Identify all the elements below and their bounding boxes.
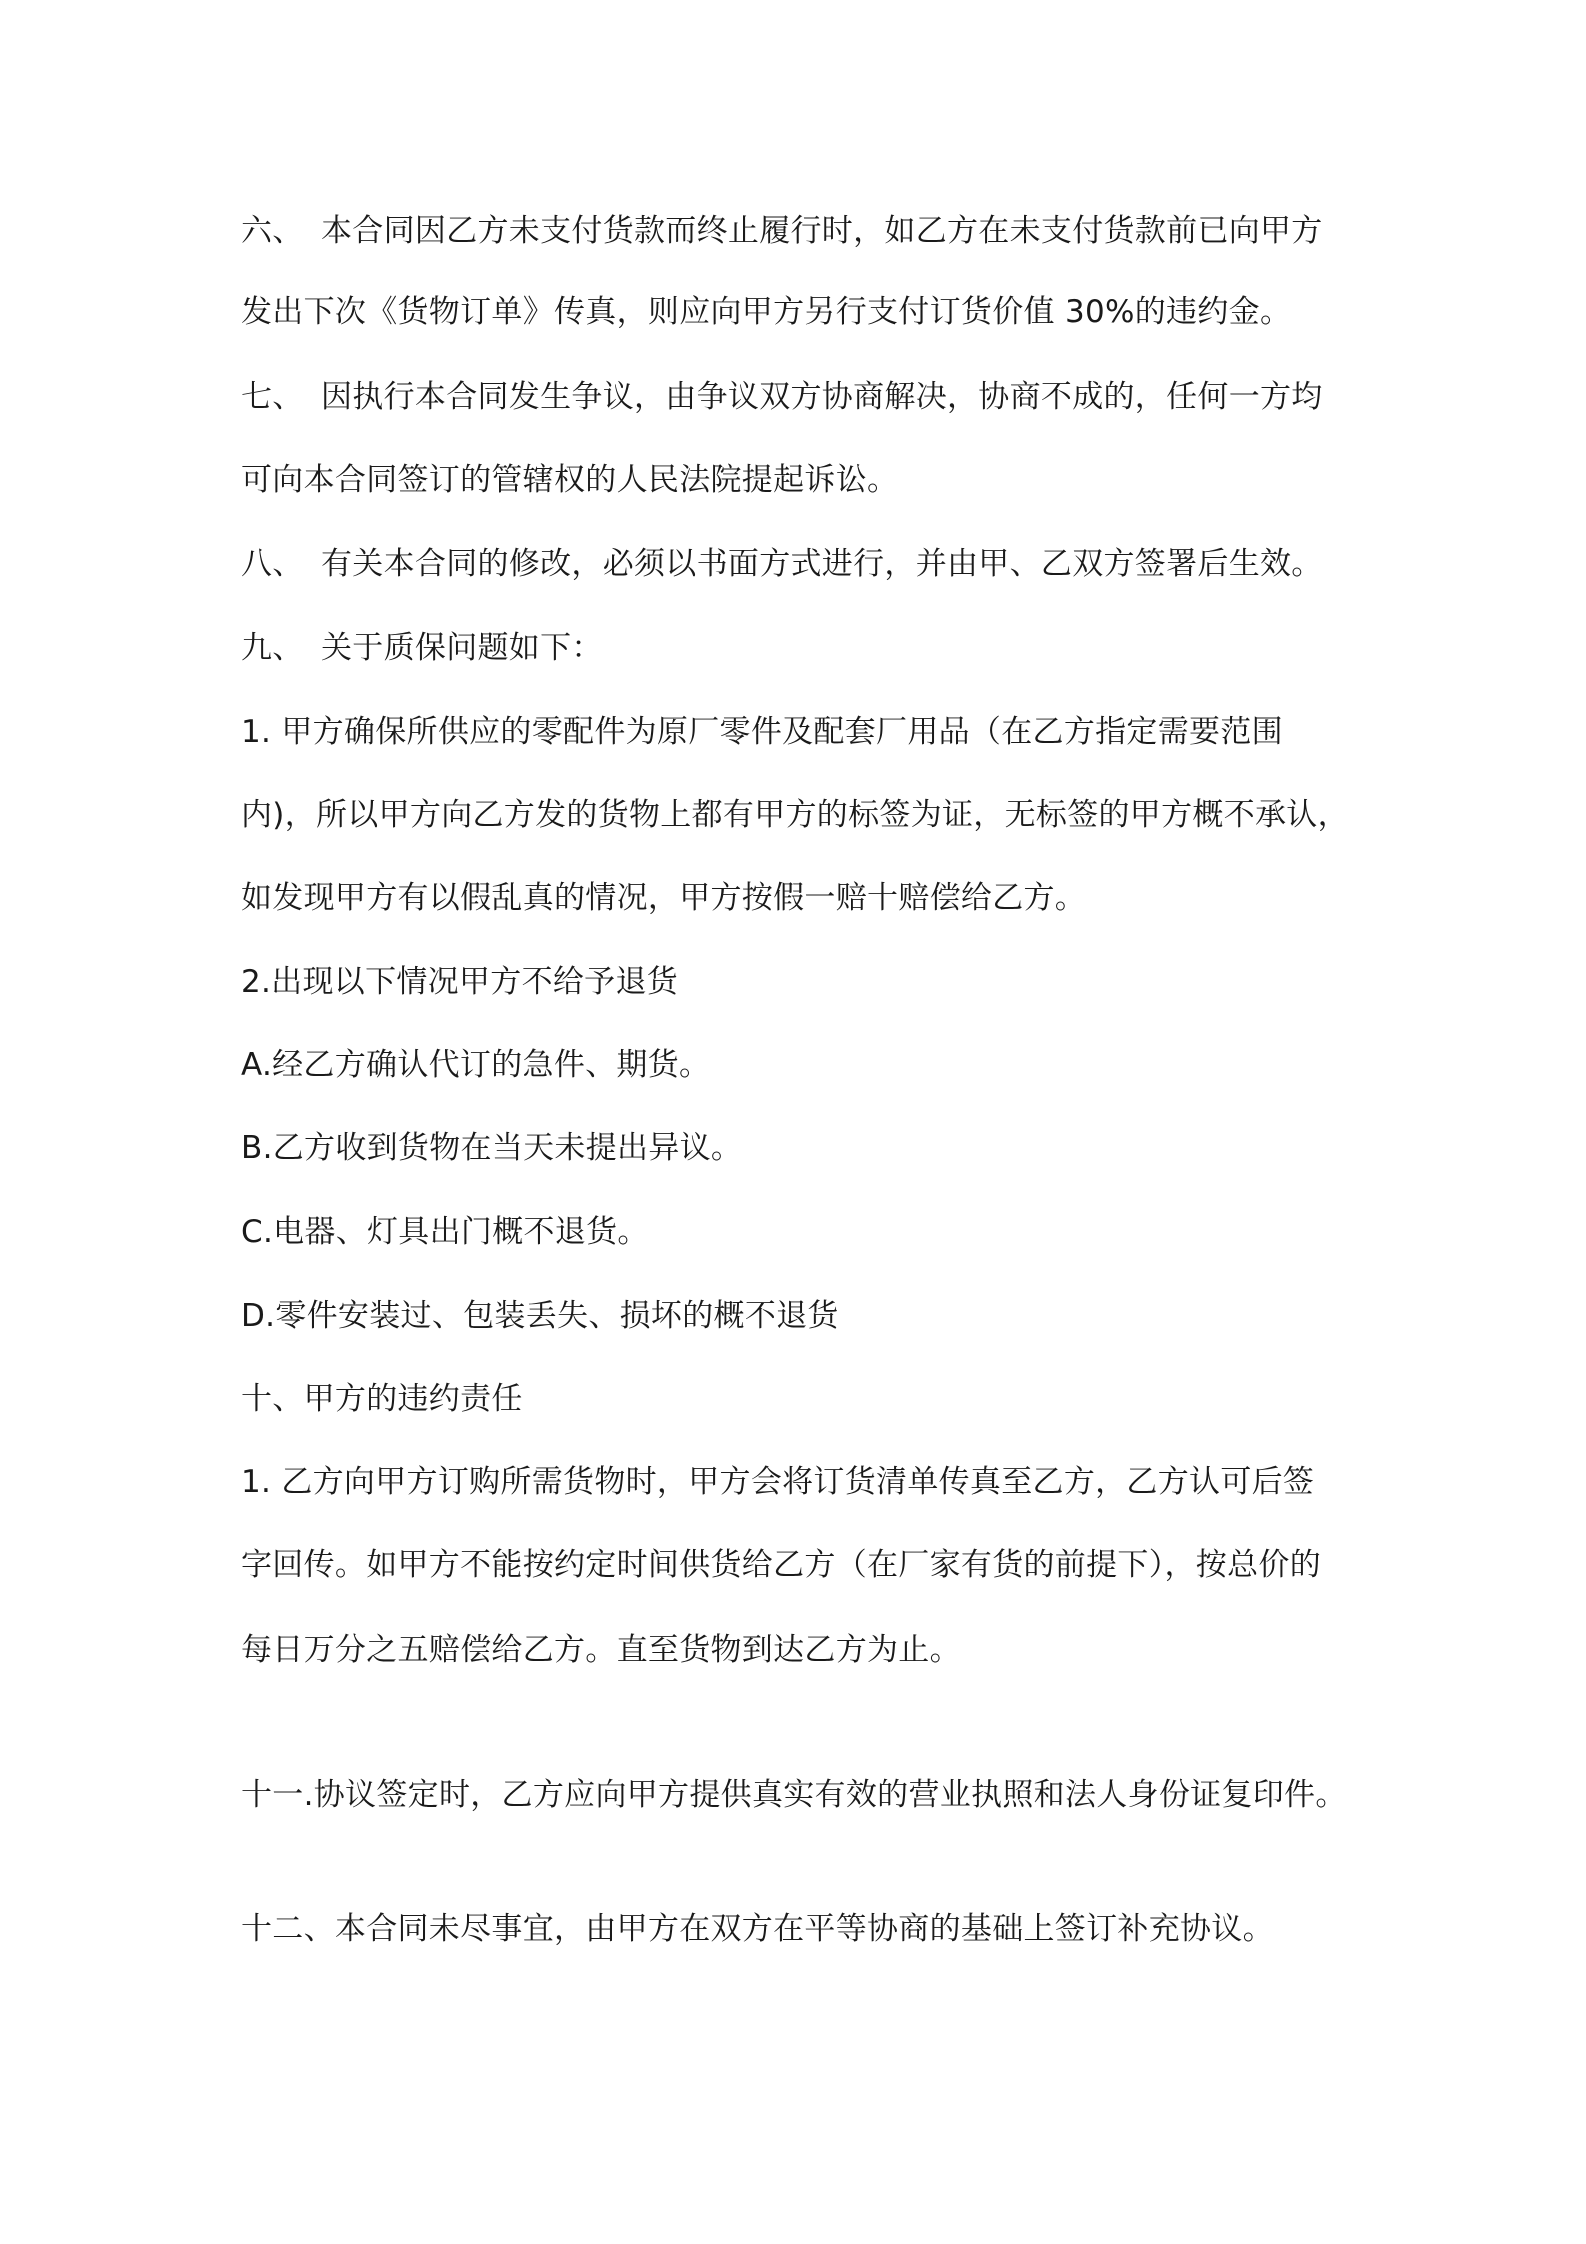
clause-8-text-1: 有关本合同的修改，必须以书面方式进行，并由甲、乙双方签署后生效。 [321,546,1323,582]
clause-9-number: 九、 [241,630,304,666]
clause-9-item-1-line-2: 内)，所以甲方向乙方发的货物上都有甲方的标签为证，无标签的甲方概不承认， [241,797,1349,833]
clause-7-line-1 [241,377,1361,417]
clause-6-number: 六、 [241,213,304,249]
clause-7-number: 七、 [241,379,304,415]
clause-9-item-b: B.乙方收到货物在当天未提出异议。 [241,1130,743,1166]
clause-9-item-a: A.经乙方确认代订的急件、期货。 [241,1047,711,1083]
clause-10-item-1-line-3: 每日万分之五赔偿给乙方。直至货物到达乙方为止。 [241,1632,961,1668]
clause-6-line-1 [241,211,1361,251]
clause-6-line-2: 发出下次《货物订单》传真，则应向甲方另行支付订货价值 30%的违约金。 [241,294,1292,330]
clause-9-item-2: 2.出现以下情况甲方不给予退货 [241,964,679,1000]
clause-10-heading: 十、甲方的违约责任 [241,1381,523,1417]
clause-8-line-1 [241,544,1361,584]
clause-9-item-d: D.零件安装过、包装丢失、损坏的概不退货 [241,1298,839,1334]
clause-9-item-1-line-3: 如发现甲方有以假乱真的情况，甲方按假一赔十赔偿给乙方。 [241,880,1087,916]
clause-11: 十一.协议签定时，乙方应向甲方提供真实有效的营业执照和法人身份证复印件。 [241,1777,1347,1813]
clause-9-item-c: C.电器、灯具出门概不退货。 [241,1214,649,1250]
clause-12: 十二、本合同未尽事宜，由甲方在双方在平等协商的基础上签订补充协议。 [241,1911,1274,1947]
clause-10-item-1-line-1: 1. 乙方向甲方订购所需货物时，甲方会将订货清单传真至乙方，乙方认可后签 [241,1464,1315,1500]
clause-9-heading [241,628,1361,668]
clause-9-title: 关于质保问题如下： [321,630,603,666]
clause-10-item-1-line-2: 字回传。如甲方不能按约定时间供货给乙方（在厂家有货的前提下），按总价的 [241,1547,1321,1583]
clause-9-item-1-line-1: 1. 甲方确保所供应的零配件为原厂零件及配套厂用品（在乙方指定需要范围 [241,714,1283,750]
clause-8-number: 八、 [241,546,304,582]
clause-6-text-1: 本合同因乙方未支付货款而终止履行时，如乙方在未支付货款前已向甲方 [321,213,1323,249]
clause-7-text-1: 因执行本合同发生争议，由争议双方协商解决，协商不成的，任何一方均 [321,379,1323,415]
clause-7-line-2: 可向本合同签订的管辖权的人民法院提起诉讼。 [241,462,899,498]
